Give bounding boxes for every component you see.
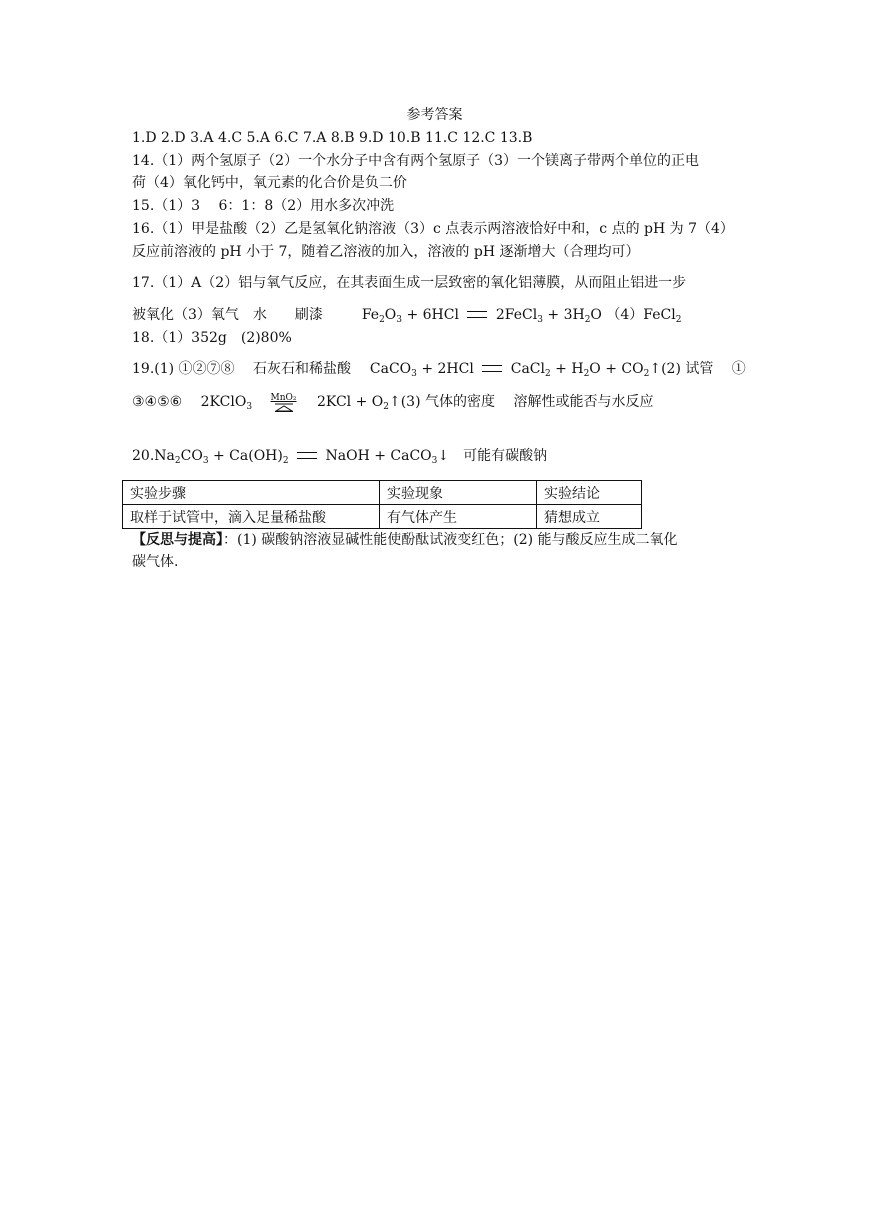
answer-19a-text: 19.(1) ①②⑦⑧ 石灰石和稀盐酸 <box>132 361 351 377</box>
equation-cacl2: CaCl$_2$ + $H_2O$ + $CO_2↑(2)$ 试管 ① <box>510 361 746 379</box>
answer-17b-text: 被氧化（3）氧气 水 刷漆 <box>132 307 323 323</box>
table-header-cell: 实验结论 <box>537 481 642 505</box>
answer-line-15: 15.（1）3 6：1：8（2）用水多次冲洗 <box>132 198 395 214</box>
catalyst-label: MnO₂ <box>270 393 297 403</box>
reflection-heading: 【反思与提高】 <box>132 532 223 548</box>
answer-line-1: 1.D 2.D 3.A 4.C 5.A 6.C 7.A 8.B 9.D 10.B 11.C 12.C 13.B <box>132 130 533 146</box>
reflection-text: ：(1) 碳酸钠溶液显碱性能使酚酞试液变红色；(2) 能与酸反应生成二氧化 <box>223 532 678 548</box>
equation-kcl: $2KCl + O_2↑(3)$ 气体的密度 溶解性或能否与水反应 <box>316 394 654 412</box>
answer-line-17b <box>132 304 681 326</box>
table-cell: 猜想成立 <box>537 505 642 529</box>
table-cell: 有气体产生 <box>380 505 537 529</box>
reflection-line-2: 碳气体. <box>132 554 179 570</box>
equation-fe2o3: $Fe_2O_3 + 6HCl$ <box>361 307 459 325</box>
table-header-cell: 实验步骤 <box>123 481 380 505</box>
equation-na2co3: $20.Na_2CO_3 + Ca(OH)_2$ <box>132 448 289 466</box>
equals-sign <box>297 452 317 459</box>
answer-line-16b: 反应前溶液的 pH 小于 7，随着乙溶液的加入，溶液的 pH 逐渐增大（合理均可） <box>132 244 640 260</box>
equation-caco3: CaCO$_3$ + 2HCl <box>369 361 474 379</box>
catalyst-condition <box>271 391 297 413</box>
answer-line-16a: 16.（1）甲是盐酸（2）乙是氢氧化钠溶液（3）c 点表示两溶液恰好中和，c 点的 pH 为 7（4） <box>132 221 734 237</box>
page-title: 参考答案 <box>406 107 463 123</box>
table-row <box>123 505 642 529</box>
answer-19b-text: ③④⑤⑥ 2KClO$_3$ <box>132 394 253 412</box>
equation-fecl3: 2FeCl$_3$ + $3H_2O$ （4）FeCl$_2$ <box>495 307 682 325</box>
heat-triangle-icon <box>275 403 293 412</box>
equation-naoh: NaOH + CaCO$_3$↓ 可能有碳酸钠 <box>325 448 548 466</box>
experiment-table <box>122 480 642 529</box>
answer-line-14b: 荷（4）氧化钙中，氧元素的化合价是负二价 <box>132 175 407 191</box>
table-cell: 取样于试管中，滴入足量稀盐酸 <box>123 505 380 529</box>
answer-line-17a: 17.（1）A（2）铝与氧气反应，在其表面生成一层致密的氧化铝薄膜，从而阻止铝进一步 <box>132 275 687 291</box>
answer-line-19a <box>132 358 746 380</box>
answer-line-18: 18.（1）352g (2)80% <box>132 330 292 346</box>
equals-sign <box>482 365 502 372</box>
answer-line-20 <box>132 445 547 467</box>
answer-line-14a: 14.（1）两个氢原子（2）一个水分子中含有两个氢原子（3）一个镁离子带两个单位的正电 <box>132 153 699 169</box>
equals-sign <box>467 311 487 318</box>
answer-line-19b <box>132 391 653 413</box>
table-header-cell: 实验现象 <box>380 481 537 505</box>
reflection-line-1 <box>132 529 678 551</box>
table-header-row <box>123 481 642 505</box>
